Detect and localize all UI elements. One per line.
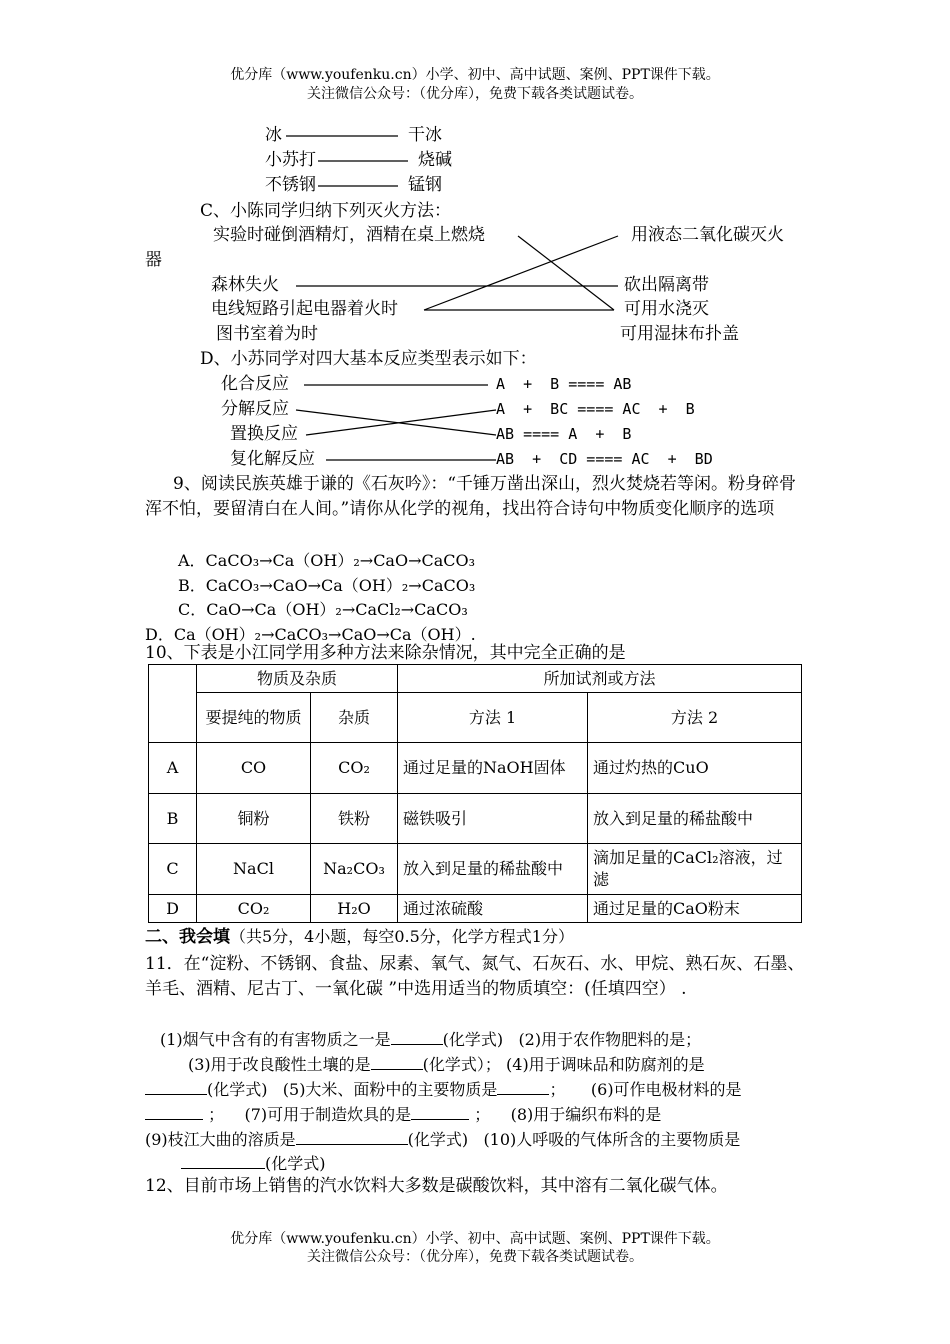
q11-blank-7[interactable] xyxy=(411,1104,469,1120)
section-2-title: 二、我会填 xyxy=(145,927,230,947)
q11-blank-1[interactable] xyxy=(391,1029,443,1045)
q11-blank-9[interactable] xyxy=(296,1129,408,1145)
row-method2: 通过灼热的CuO xyxy=(588,743,802,794)
match-c-right-1: 用液态二氧化碳灭火 xyxy=(631,225,784,245)
q11-line-2 xyxy=(188,1054,705,1073)
match-b-left-3: 不锈钢 xyxy=(265,175,316,195)
match-b-left-2: 小苏打 xyxy=(265,150,316,170)
q11-suffix-9: (化学式) xyxy=(407,1130,469,1149)
match-c-title: C、小陈同学归纳下列灭火方法： xyxy=(200,201,452,221)
match-d-left-4: 复化解反应 xyxy=(230,449,315,469)
q11-line-4 xyxy=(145,1104,661,1123)
q11-blank-6[interactable] xyxy=(145,1104,203,1120)
header-pure: 要提纯的物质 xyxy=(197,693,311,743)
row-impurity: Na₂CO₃ xyxy=(311,844,398,895)
q11-prompt-10: (10)人呼吸的气体所含的主要物质是 xyxy=(483,1130,741,1149)
q11-suffix-7: ； xyxy=(474,1105,491,1124)
row-label: D xyxy=(149,895,197,923)
header-reagent: 所加试剂或方法 xyxy=(398,665,802,693)
table-row xyxy=(149,743,802,794)
match-c-line-1 xyxy=(518,236,614,310)
q11-stem: 11．在“淀粉、不锈钢、食盐、尿素、氧气、氮气、石灰石、水、甲烷、熟石灰、石墨、羊毛、酒精、尼古丁、一氧化碳 ”中选用适当的物质填空：(任填四空） . xyxy=(145,954,805,999)
q11-suffix-4: (化学式) xyxy=(207,1080,268,1099)
q9-stem: 9、阅读民族英雄于谦的《石灰吟》：“千锤万凿出深山，烈火焚烧若等闲。粉身碎骨浑不怕，要留清白在人间。”请你从化学的视角，找出符合诗句中物质变化顺序的选项 xyxy=(145,474,797,519)
header-line-1: 优分库（www.youfenku.cn）小学、初中、高中试题、案例、PPT课件下载。 xyxy=(230,67,720,83)
match-d-left-3: 置换反应 xyxy=(230,424,298,444)
header-method2: 方法 2 xyxy=(588,693,802,743)
q11-line-6 xyxy=(145,1153,326,1172)
table-row xyxy=(149,895,802,923)
q11-prompt-9: (9)枝江大曲的溶质是 xyxy=(145,1130,296,1149)
q11-prompt-8: (8)用于编织布料的是 xyxy=(510,1105,662,1124)
q11-prompt-1: (1)烟气中含有的有害物质之一是 xyxy=(160,1030,391,1049)
row-impurity: CO₂ xyxy=(311,743,398,794)
q10-table xyxy=(148,664,802,923)
table-subheader-row xyxy=(149,693,802,743)
q9-option-a: A．CaCO₃→Ca（OH）₂→CaO→CaCO₃ xyxy=(178,551,476,570)
row-impurity: H₂O xyxy=(311,895,398,923)
q11-blank-3[interactable] xyxy=(371,1054,423,1070)
q11-prompt-3: (3)用于改良酸性土壤的是 xyxy=(188,1055,371,1074)
table-header-row xyxy=(149,665,802,693)
header-method1: 方法 1 xyxy=(398,693,588,743)
row-pure: 铜粉 xyxy=(197,794,311,844)
q11-suffix-3: (化学式）； xyxy=(422,1055,501,1074)
match-c-left-3: 电线短路引起电器着火时 xyxy=(211,299,398,319)
match-b-right-3: 锰钢 xyxy=(408,175,442,195)
header-impurity: 杂质 xyxy=(311,693,398,743)
q11-line-1 xyxy=(160,1029,701,1048)
q9-option-c: C．CaO→Ca（OH）₂→CaCl₂→CaCO₃ xyxy=(178,600,468,619)
row-method1: 放入到足量的稀盐酸中 xyxy=(398,844,588,895)
q11-prompt-6: (6)可作电极材料的是 xyxy=(590,1080,742,1099)
q11-suffix-6: ； xyxy=(208,1105,225,1124)
row-method1: 磁铁吸引 xyxy=(398,794,588,844)
match-c-left-1: 实验时碰倒酒精灯，酒精在桌上燃烧 xyxy=(213,225,485,245)
row-pure: CO₂ xyxy=(197,895,311,923)
row-label: B xyxy=(149,794,197,844)
header-line-2: 关注微信公众号：（优分库），免费下载各类试题试卷。 xyxy=(307,86,643,102)
match-d-right-1: A + B ==== AB xyxy=(496,375,632,393)
header-substance: 物质及杂质 xyxy=(197,665,398,693)
q9-option-b: B．CaCO₃→CaO→Ca（OH）₂→CaCO₃ xyxy=(178,576,476,595)
section-2-note: （共5分，4小题，每空0.5分，化学方程式1分） xyxy=(230,927,574,946)
table-corner-cell xyxy=(149,665,197,743)
match-c-left-4: 图书室着为时 xyxy=(216,324,318,344)
row-pure: CO xyxy=(197,743,311,794)
match-d-right-4: AB + CD ==== AC + BD xyxy=(496,450,713,468)
q9-option-d: D．Ca（OH）₂→CaCO₃→CaO→Ca（OH）. xyxy=(145,625,476,644)
q11-line-5 xyxy=(145,1129,740,1148)
footer-line-2: 关注微信公众号：（优分库），免费下载各类试题试卷。 xyxy=(307,1249,643,1265)
row-method1: 通过足量的NaOH固体 xyxy=(398,743,588,794)
row-impurity: 铁粉 xyxy=(311,794,398,844)
q11-prompt-7: (7)可用于制造炊具的是 xyxy=(244,1105,412,1124)
match-c-left-2: 森林失火 xyxy=(211,275,279,295)
match-d-right-2: A + BC ==== AC + B xyxy=(496,400,695,418)
row-method2: 放入到足量的稀盐酸中 xyxy=(588,794,802,844)
q11-suffix-5: ； xyxy=(549,1080,566,1099)
match-b-left-1: 冰 xyxy=(265,125,282,145)
match-c-right-3: 可用水浇灭 xyxy=(624,299,709,319)
q11-blank-10[interactable] xyxy=(181,1153,265,1169)
q11-blank-5[interactable] xyxy=(497,1079,549,1095)
match-c-wrap: 器 xyxy=(145,250,162,270)
row-method1: 通过浓硫酸 xyxy=(398,895,588,923)
row-method2: 通过足量的CaO粉末 xyxy=(588,895,802,923)
q11-prompt-5: (5)大米、面粉中的主要物质是 xyxy=(282,1080,498,1099)
match-d-line-2 xyxy=(296,410,496,435)
q11-suffix-10: (化学式) xyxy=(265,1154,326,1173)
match-c-right-2: 砍出隔离带 xyxy=(624,275,709,295)
match-d-line-3 xyxy=(306,410,496,435)
q11-line-3 xyxy=(145,1079,742,1098)
match-b-right-1: 干冰 xyxy=(408,125,442,145)
match-d-right-3: AB ==== A + B xyxy=(496,425,632,443)
q11-prompt-4: (4)用于调味品和防腐剂的是 xyxy=(506,1055,705,1074)
footer-line-1: 优分库（www.youfenku.cn）小学、初中、高中试题、案例、PPT课件下载。 xyxy=(230,1231,720,1247)
q11-blank-4[interactable] xyxy=(145,1079,207,1095)
match-d-left-1: 化合反应 xyxy=(221,374,289,394)
match-c-line-3 xyxy=(424,236,618,310)
row-label: C xyxy=(149,844,197,895)
q12-stem: 12、目前市场上销售的汽水饮料大多数是碳酸饮料，其中溶有二氧化碳气体。 xyxy=(145,1176,728,1196)
row-method2: 滴加足量的CaCl₂溶液，过滤 xyxy=(588,844,802,895)
q11-suffix-1: (化学式) xyxy=(442,1030,504,1049)
table-row xyxy=(149,844,802,895)
match-b-right-2: 烧碱 xyxy=(418,150,452,170)
section-2-heading xyxy=(145,929,574,946)
match-d-title: D、小苏同学对四大基本反应类型表示如下： xyxy=(200,349,537,369)
match-c-right-4: 可用湿抹布扑盖 xyxy=(620,324,739,344)
q10-stem: 10、下表是小江同学用多种方法来除杂情况，其中完全正确的是 xyxy=(145,643,626,663)
table-row xyxy=(149,794,802,844)
row-label: A xyxy=(149,743,197,794)
q11-prompt-2: (2)用于农作物肥料的是； xyxy=(518,1030,702,1049)
match-d-left-2: 分解反应 xyxy=(221,399,289,419)
row-pure: NaCl xyxy=(197,844,311,895)
